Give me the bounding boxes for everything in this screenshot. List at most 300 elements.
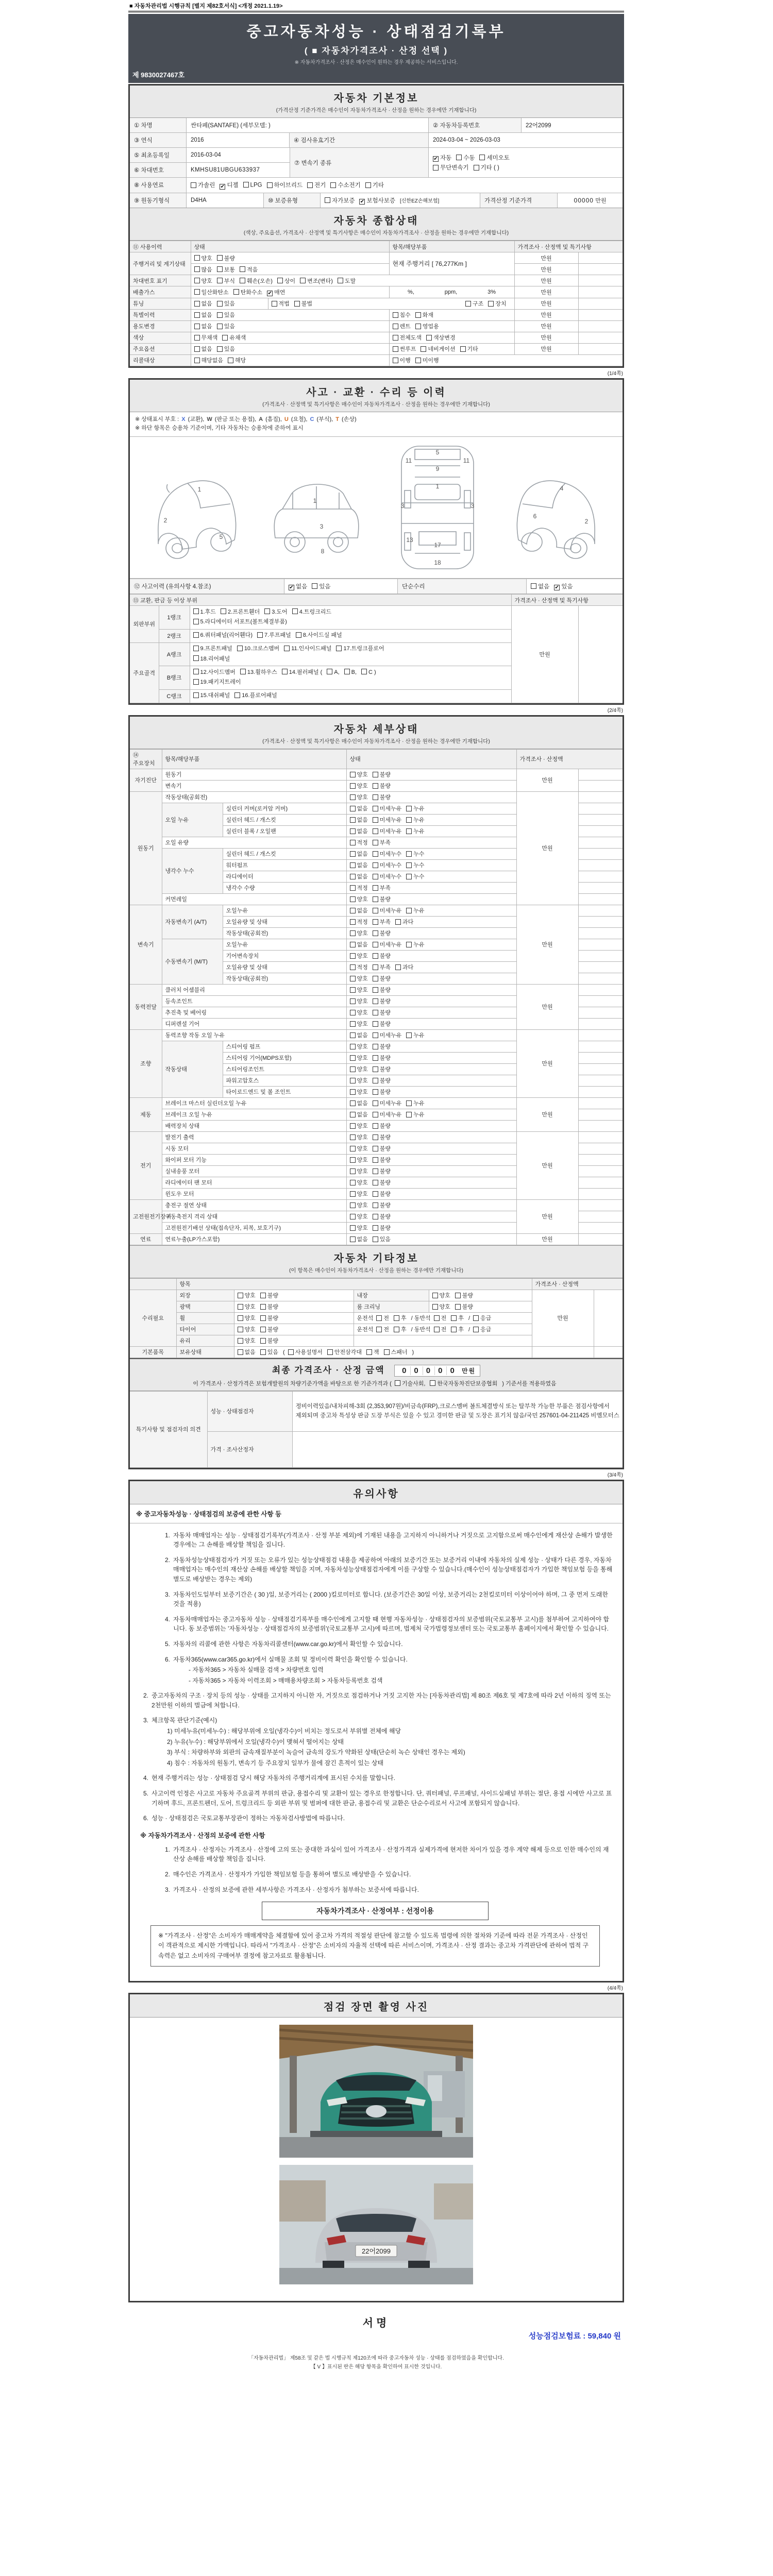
checkbox[interactable] bbox=[373, 1134, 378, 1140]
checkbox[interactable] bbox=[373, 1100, 378, 1106]
option: 이행 bbox=[393, 358, 411, 364]
checkbox[interactable] bbox=[350, 930, 356, 936]
checkbox[interactable] bbox=[350, 1146, 356, 1151]
device-subgroup: 오일 누유 bbox=[162, 803, 223, 837]
checkbox[interactable] bbox=[294, 301, 300, 307]
checkbox[interactable] bbox=[217, 266, 223, 272]
checkbox[interactable] bbox=[350, 908, 356, 913]
checkbox[interactable] bbox=[455, 1304, 461, 1310]
checkbox[interactable] bbox=[373, 1180, 378, 1185]
checkbox[interactable] bbox=[193, 692, 199, 698]
checkbox[interactable] bbox=[238, 1338, 243, 1344]
checkbox[interactable] bbox=[194, 358, 200, 363]
checkbox[interactable] bbox=[194, 301, 200, 307]
device-state bbox=[346, 905, 516, 916]
checkbox[interactable] bbox=[240, 278, 245, 283]
section-detail bbox=[128, 715, 624, 1469]
checkbox[interactable] bbox=[432, 1304, 438, 1310]
option: 양호 bbox=[238, 1315, 256, 1321]
checkbox[interactable] bbox=[373, 1236, 378, 1242]
checkbox[interactable] bbox=[257, 632, 263, 638]
option: 없음 bbox=[531, 582, 549, 590]
checkbox[interactable] bbox=[238, 1349, 243, 1355]
checkbox[interactable] bbox=[376, 1327, 382, 1332]
checkbox-checked[interactable]: ✔ bbox=[433, 156, 438, 162]
checkbox-checked[interactable]: ✔ bbox=[267, 291, 272, 296]
option: 미세누수 bbox=[373, 851, 402, 857]
checkbox[interactable] bbox=[272, 301, 277, 307]
checkbox[interactable] bbox=[234, 692, 240, 698]
checkbox[interactable] bbox=[373, 1214, 378, 1219]
fuel-options bbox=[187, 178, 623, 193]
checkbox[interactable] bbox=[350, 806, 356, 811]
checkbox[interactable] bbox=[373, 885, 378, 891]
option: 누유 bbox=[406, 908, 424, 914]
checkbox[interactable] bbox=[395, 1380, 400, 1386]
checkbox[interactable] bbox=[415, 358, 421, 363]
checkbox[interactable] bbox=[217, 324, 223, 329]
option: 누유 bbox=[406, 1112, 424, 1118]
device-state bbox=[346, 1154, 516, 1165]
checkbox[interactable] bbox=[373, 874, 378, 879]
checkbox[interactable] bbox=[373, 1010, 378, 1015]
checkbox[interactable] bbox=[384, 1349, 390, 1355]
checkbox[interactable] bbox=[451, 1327, 457, 1332]
checkbox[interactable] bbox=[350, 1010, 356, 1015]
checkbox[interactable] bbox=[488, 301, 494, 307]
checkbox[interactable] bbox=[350, 862, 356, 868]
panel-number-label: 4 bbox=[560, 484, 563, 492]
checkbox[interactable] bbox=[350, 1202, 356, 1208]
checkbox[interactable] bbox=[194, 335, 200, 341]
option: 탄화수소 bbox=[233, 290, 263, 296]
option: 7.루프패널 bbox=[257, 632, 291, 638]
checkbox[interactable] bbox=[426, 335, 432, 341]
checkbox[interactable] bbox=[194, 289, 200, 295]
checkbox[interactable] bbox=[312, 583, 317, 589]
checkbox[interactable] bbox=[194, 324, 200, 329]
option: 불량 bbox=[455, 1293, 473, 1299]
device-state bbox=[346, 1075, 516, 1086]
checkbox[interactable] bbox=[193, 646, 199, 651]
panel-number-label: 2 bbox=[584, 517, 588, 525]
checkbox[interactable] bbox=[531, 583, 536, 589]
checkbox[interactable] bbox=[373, 953, 378, 959]
checkbox[interactable] bbox=[350, 1112, 356, 1117]
note-cell bbox=[578, 882, 623, 893]
checkbox[interactable] bbox=[406, 806, 412, 811]
checkbox[interactable] bbox=[434, 1315, 440, 1321]
checkbox[interactable] bbox=[350, 1066, 356, 1072]
option: 양호 bbox=[350, 930, 368, 937]
checkbox[interactable] bbox=[394, 1315, 399, 1321]
checkbox[interactable] bbox=[373, 964, 378, 970]
checkbox[interactable] bbox=[260, 1315, 266, 1321]
checkbox-checked[interactable]: ✔ bbox=[360, 199, 365, 205]
checkbox[interactable] bbox=[350, 1032, 356, 1038]
checkbox[interactable] bbox=[406, 1112, 412, 1117]
checkbox[interactable] bbox=[240, 266, 245, 272]
checkbox[interactable] bbox=[193, 619, 199, 624]
transmission-options bbox=[429, 148, 623, 177]
option: 양호 bbox=[350, 1225, 368, 1231]
checkbox[interactable] bbox=[406, 828, 412, 834]
checkbox[interactable] bbox=[336, 646, 342, 651]
checkbox[interactable] bbox=[350, 1055, 356, 1061]
device-group: 자기진단 bbox=[130, 769, 162, 791]
checkbox[interactable] bbox=[415, 312, 421, 318]
notice-band-2: ※ 자동차가격조사 · 산정의 보증에 관한 사항 bbox=[140, 1832, 265, 1839]
option: 스패너 bbox=[384, 1349, 408, 1355]
checkbox-checked[interactable]: ✔ bbox=[289, 585, 294, 591]
checkbox[interactable] bbox=[406, 1100, 412, 1106]
checkbox[interactable] bbox=[365, 182, 371, 188]
checkbox[interactable] bbox=[373, 1123, 378, 1129]
checkbox[interactable] bbox=[260, 1293, 266, 1298]
checkbox[interactable] bbox=[350, 1021, 356, 1027]
note-cell bbox=[578, 1063, 623, 1075]
option: ✔ 없음 bbox=[289, 583, 308, 591]
device-state bbox=[346, 1177, 516, 1188]
checkbox[interactable] bbox=[373, 828, 378, 834]
option: 누유 bbox=[406, 806, 424, 812]
note-cell bbox=[578, 1029, 623, 1041]
checkbox[interactable] bbox=[395, 964, 401, 970]
note-cell bbox=[578, 927, 623, 939]
checkbox[interactable] bbox=[194, 255, 200, 261]
checkbox[interactable] bbox=[296, 632, 301, 638]
checkbox[interactable] bbox=[307, 182, 313, 188]
checkbox[interactable] bbox=[350, 874, 356, 879]
device-subgroup: 자동변속기 (A/T) bbox=[162, 905, 223, 939]
checkbox[interactable] bbox=[373, 783, 378, 789]
checkbox-checked[interactable]: ✔ bbox=[554, 585, 559, 591]
notice-item: 3. 자동차인도일부터 보증기간은 ( 30 )일, 보증거리는 ( 2000 )킬로미터로 합니다. (보증기간은 30일 이상, 보증거리는 2천킬로미터 이상이어야 하며, 그 중 먼저 도래한 것을 적용) bbox=[164, 1590, 608, 1608]
checkbox[interactable] bbox=[217, 255, 223, 261]
checkbox[interactable] bbox=[191, 182, 196, 188]
option: 양호 bbox=[350, 1123, 368, 1129]
checkbox[interactable] bbox=[282, 669, 288, 674]
note-cell bbox=[578, 1109, 623, 1120]
checkbox[interactable] bbox=[373, 896, 378, 902]
checkbox[interactable] bbox=[373, 817, 378, 823]
checkbox[interactable] bbox=[479, 155, 485, 160]
checkbox[interactable] bbox=[237, 646, 243, 651]
rank-1-label: 1랭크 bbox=[159, 606, 190, 630]
checkbox[interactable] bbox=[373, 908, 378, 913]
checkbox[interactable] bbox=[406, 1032, 412, 1038]
etc-table: 항목 가격조사 · 산정액 수리필요 외장 양호 불량 내장 양호 불량 만원 광택 양호 불량 룸 크리닝 양호 불량 휠 양호 불량 운전석 전 후 / 동반석 전 후 / 응급 타이어 양호 불량 운전석 전 후 / 동반석 전 후 / 응급 유리 양호 불량 기본품목 보유상태 없음 있음 ( 사용설명서 안전삼각대 잭 스패너 ) bbox=[130, 1278, 623, 1358]
option: 불량 bbox=[373, 1180, 391, 1186]
checkbox[interactable] bbox=[473, 1315, 479, 1321]
panel-number-label: 11 bbox=[463, 456, 469, 464]
checkbox[interactable] bbox=[350, 772, 356, 777]
notice-items-warranty bbox=[159, 1531, 613, 1686]
checkbox[interactable] bbox=[465, 301, 471, 307]
checkbox[interactable] bbox=[350, 840, 356, 845]
checkbox[interactable] bbox=[394, 1327, 399, 1332]
note-cell bbox=[578, 1188, 623, 1199]
checkbox[interactable] bbox=[350, 1157, 356, 1163]
option: 응급 bbox=[473, 1315, 491, 1321]
option: 있음 bbox=[373, 1236, 391, 1243]
checkbox[interactable] bbox=[277, 278, 283, 283]
checkbox[interactable] bbox=[260, 1327, 266, 1332]
checkbox[interactable] bbox=[350, 1191, 356, 1197]
checkbox[interactable] bbox=[350, 1123, 356, 1129]
checkbox[interactable] bbox=[474, 165, 479, 171]
checkbox[interactable] bbox=[350, 1078, 356, 1083]
option: 안전삼각대 bbox=[327, 1349, 362, 1355]
checkbox[interactable] bbox=[350, 1089, 356, 1095]
device-item: 파워고압호스 bbox=[223, 1075, 346, 1086]
checkbox[interactable] bbox=[455, 1293, 461, 1298]
checkbox[interactable] bbox=[350, 942, 356, 947]
checkbox[interactable] bbox=[338, 278, 343, 283]
checkbox[interactable] bbox=[373, 1066, 378, 1072]
option: 후 bbox=[394, 1327, 407, 1333]
checkbox[interactable] bbox=[350, 794, 356, 800]
checkbox[interactable] bbox=[373, 1225, 378, 1231]
checkbox[interactable] bbox=[433, 165, 439, 171]
checkbox[interactable] bbox=[393, 358, 398, 363]
checkbox[interactable] bbox=[373, 998, 378, 1004]
checkbox[interactable] bbox=[222, 335, 228, 341]
checkbox[interactable] bbox=[194, 278, 200, 283]
checkbox[interactable] bbox=[350, 896, 356, 902]
checkbox[interactable] bbox=[373, 1032, 378, 1038]
option: 불량 bbox=[260, 1327, 278, 1333]
checkbox[interactable] bbox=[260, 1304, 266, 1310]
checkbox[interactable] bbox=[238, 1327, 243, 1332]
checkbox[interactable] bbox=[373, 919, 378, 925]
checkbox[interactable] bbox=[430, 1380, 435, 1386]
checkbox[interactable] bbox=[350, 851, 356, 857]
checkbox[interactable] bbox=[292, 608, 298, 614]
checkbox[interactable] bbox=[373, 794, 378, 800]
device-state bbox=[346, 882, 516, 893]
checkbox[interactable] bbox=[373, 930, 378, 936]
option: 14.필러패널 ( bbox=[282, 669, 323, 675]
checkbox[interactable] bbox=[350, 1044, 356, 1049]
checkbox[interactable] bbox=[393, 312, 398, 318]
checkbox[interactable] bbox=[350, 998, 356, 1004]
checkbox[interactable] bbox=[373, 1021, 378, 1027]
checkbox[interactable] bbox=[406, 851, 412, 857]
checkbox[interactable] bbox=[194, 266, 200, 272]
footer-note-1: 「자동차관리법」 제58조 및 같은 법 시행규칙 제120조에 따라 중고자동차 성능 · 상태를 점검하였음을 확인합니다. bbox=[248, 2355, 504, 2361]
checkbox[interactable] bbox=[434, 1327, 440, 1332]
option: 수소전기 bbox=[330, 181, 360, 189]
checkbox[interactable] bbox=[395, 919, 401, 925]
checkbox[interactable] bbox=[373, 840, 378, 845]
checkbox[interactable] bbox=[217, 312, 223, 318]
checkbox[interactable] bbox=[350, 885, 356, 891]
device-state bbox=[346, 871, 516, 882]
checkbox[interactable] bbox=[406, 942, 412, 947]
checkbox[interactable] bbox=[238, 1293, 243, 1298]
checkbox[interactable] bbox=[327, 669, 332, 674]
option: 불량 bbox=[373, 998, 391, 1005]
checkbox[interactable] bbox=[193, 679, 199, 685]
checkbox[interactable] bbox=[221, 608, 226, 614]
checkbox[interactable] bbox=[260, 1338, 266, 1344]
checkbox[interactable] bbox=[373, 1089, 378, 1095]
checkbox[interactable] bbox=[451, 1315, 457, 1321]
year-label: ③ 연식 bbox=[130, 133, 187, 147]
device-item: 라디에이터 bbox=[223, 871, 346, 882]
device-state bbox=[346, 1007, 516, 1018]
checkbox[interactable] bbox=[373, 1202, 378, 1208]
state-code-W: W bbox=[207, 416, 212, 422]
checkbox[interactable] bbox=[193, 655, 199, 661]
checkbox[interactable] bbox=[350, 1134, 356, 1140]
checkbox[interactable] bbox=[350, 828, 356, 834]
checkbox[interactable] bbox=[217, 278, 223, 283]
checkbox[interactable] bbox=[373, 1078, 378, 1083]
checkbox[interactable] bbox=[350, 964, 356, 970]
checkbox[interactable] bbox=[393, 324, 398, 329]
option: 없음 bbox=[350, 874, 368, 880]
checkbox[interactable] bbox=[406, 817, 412, 823]
checkbox[interactable] bbox=[406, 874, 412, 879]
panel-number-label: 18 bbox=[433, 558, 441, 566]
option: 양호 bbox=[350, 1010, 368, 1016]
checkbox[interactable] bbox=[350, 817, 356, 823]
checkbox[interactable] bbox=[456, 155, 462, 160]
checkbox[interactable] bbox=[361, 669, 367, 674]
checkbox[interactable] bbox=[350, 783, 356, 789]
checkbox[interactable] bbox=[264, 608, 270, 614]
accident-history-options bbox=[284, 579, 398, 594]
option: 응급 bbox=[473, 1327, 491, 1333]
checkbox[interactable] bbox=[373, 1112, 378, 1117]
checkbox[interactable] bbox=[350, 1225, 356, 1231]
appraisal-select-box[interactable]: 자동차가격조사 · 산정여부 : 선정이용 bbox=[262, 1902, 489, 1920]
checkbox[interactable] bbox=[217, 301, 223, 307]
device-state bbox=[346, 1143, 516, 1154]
notice-item: 6. 성능 · 상태점검은 국토교통부장관이 정하는 자동차검사방법에 따릅니다. bbox=[143, 1815, 345, 1822]
year-value: 2016 bbox=[187, 133, 290, 147]
checkbox[interactable] bbox=[373, 772, 378, 777]
checkbox[interactable] bbox=[344, 669, 350, 674]
checkbox[interactable] bbox=[393, 335, 398, 341]
checkbox[interactable] bbox=[350, 987, 356, 993]
checkbox[interactable] bbox=[373, 1146, 378, 1151]
checkbox[interactable] bbox=[373, 862, 378, 868]
checkbox[interactable] bbox=[350, 1168, 356, 1174]
checkbox[interactable] bbox=[194, 312, 200, 318]
checkbox[interactable] bbox=[350, 976, 356, 981]
checkbox[interactable] bbox=[350, 1100, 356, 1106]
device-group: 변속기 bbox=[130, 905, 162, 984]
checkbox[interactable] bbox=[238, 1304, 243, 1310]
checkbox[interactable] bbox=[373, 987, 378, 993]
checkbox[interactable] bbox=[460, 346, 466, 352]
price-cell: 만원 bbox=[516, 1233, 578, 1245]
checkbox[interactable] bbox=[373, 942, 378, 947]
option: 양호 bbox=[350, 953, 368, 959]
checkbox[interactable] bbox=[194, 346, 200, 352]
checkbox[interactable] bbox=[373, 1168, 378, 1174]
checkbox[interactable] bbox=[373, 1055, 378, 1061]
checkbox[interactable] bbox=[267, 182, 273, 188]
engine-value: D4HA bbox=[187, 193, 264, 208]
checkbox[interactable] bbox=[376, 1315, 382, 1321]
option: 일산화탄소 bbox=[194, 290, 229, 296]
note-cell bbox=[578, 1211, 623, 1222]
checkbox[interactable] bbox=[284, 646, 290, 651]
rank-2-label: 2랭크 bbox=[159, 629, 190, 642]
tuning-label: 튜닝 bbox=[130, 298, 191, 309]
checkbox[interactable] bbox=[243, 182, 249, 188]
checkbox[interactable] bbox=[432, 1293, 438, 1298]
device-state bbox=[346, 859, 516, 871]
checkbox[interactable] bbox=[473, 1327, 479, 1332]
checkbox[interactable] bbox=[406, 908, 412, 913]
notice-band-1: ※ 중고자동차성능 · 상태점검의 보증에 관한 사항 등 bbox=[130, 1504, 623, 1523]
checkbox[interactable] bbox=[228, 358, 233, 363]
checkbox[interactable] bbox=[233, 289, 239, 295]
checkbox[interactable] bbox=[373, 806, 378, 811]
checkbox[interactable] bbox=[238, 1315, 243, 1321]
checkbox[interactable] bbox=[350, 919, 356, 925]
option: 누유 bbox=[406, 1032, 424, 1039]
device-state bbox=[346, 780, 516, 791]
checkbox[interactable] bbox=[193, 608, 199, 614]
checkbox[interactable] bbox=[330, 182, 336, 188]
note-cell bbox=[578, 950, 623, 961]
checkbox[interactable] bbox=[366, 1349, 372, 1355]
checkbox[interactable] bbox=[393, 346, 398, 352]
checkbox[interactable] bbox=[373, 1044, 378, 1049]
checkbox[interactable] bbox=[193, 669, 199, 674]
notice-item: 1. 자동차 매매업자는 성능 · 상태점검기록부(가격조사 · 산정 부분 제외)에 기재된 내용을 고지하지 아니하거나 거짓으로 고지함으로써 매수인에게 재산상 손해가 발생한 경우에는 그 손해를 배상할 책임을 집니다. bbox=[164, 1531, 613, 1549]
checkbox[interactable] bbox=[373, 1191, 378, 1197]
opinion-table bbox=[130, 1391, 623, 1468]
checkbox[interactable] bbox=[350, 1180, 356, 1185]
checkbox[interactable] bbox=[415, 324, 421, 329]
option: 없음 bbox=[194, 301, 212, 307]
option: 18.리어패널 bbox=[193, 656, 230, 662]
checkbox[interactable] bbox=[373, 976, 378, 981]
final-price-value: 0 0 0 0 0 만원 bbox=[394, 1365, 480, 1377]
option: A, bbox=[327, 669, 339, 675]
option: 적정 bbox=[350, 964, 368, 971]
option: 17.트렁크플로어 bbox=[336, 646, 384, 652]
checkbox[interactable] bbox=[325, 197, 330, 203]
option: 불량 bbox=[373, 1214, 391, 1220]
checkbox[interactable] bbox=[350, 1214, 356, 1219]
checkbox[interactable] bbox=[350, 1236, 356, 1242]
checkbox[interactable] bbox=[240, 669, 246, 674]
checkbox[interactable] bbox=[373, 1157, 378, 1163]
detail-table: ⑭ 주요장치 항목/해당부품 상태 가격조사 · 산정액 자기진단 원동기 양호 불량 만원 변속기 양호 불량 원동기 작동상태(공회전) 양호 불량 만원 오일 누유 실린더 커버(로커암 커버) 없음 미세누유 누유 실린더 헤드 / 개스킷 없음 미세누유 누유 실린더 블록 / 오일팬 없음 미세누유 누유 오일 유량 적정 부족 냉각수 누수 실린더 헤드 / 개스킷 없음 미세누수 누수 워터펌프 없음 미세누수 누수 라디에이터 없음 미세누수 누수 냉각수 수량 적정 부족 커먼레일 양호 불량 변속기 자동변속기 (A/T) 오일누유 없음 미세누유 누유 만원 오일유량 및 상태 적정 부족 과다 작동상태(공회전) 양호 불량 수동변속기 (M/T) 오일누유 없음 미세누유 누유 기어변속장치 양호 불량 오일유량 및 상태 적정 부족 과다 작동상태(공회전) 양호 불량 동력전달 클러치 어셈블리 양호 불량 만원 등속조인트 양호 불량 추진축 및 베어링 양호 불량 디퍼렌셜 기어 양호 불량 조향 동력조향 작동 오일 누유 없음 미세누유 누유 만원 작동상태 스티어링 펌프 양호 불량 스티어링 기어(MDPS포함) 양호 불량 스티어링조인트 양호 불량 파워고압호스 양호 불량 타이로드엔드 및 볼 조인트 양호 불량 제동 브레이크 마스터 실린더오일 누유 없음 미세누유 누유 만원 브레이크 오일 누유 없음 미세누유 누유 배력장치 상태 양호 불량 전기 발전기 출력 양호 불량 만원 시동 모터 양호 불량 와이퍼 모터 기능 양호 불량 실내송풍 모터 양호 불량 라디에이터 팬 모터 양호 불량 윈도우 모터 양호 불량 고전원전기장치 충전구 절연 상태 양호 불량 만원 구동축전지 격리 상태 양호 불량 고전원전기배선 상태(접속단자, 피복, 보호기구) 양호 불량 연료 연료누출(LP가스포함) 없음 있음 만원 bbox=[130, 749, 623, 1245]
checkbox[interactable] bbox=[406, 862, 412, 868]
device-item: 오일유량 및 상태 bbox=[223, 961, 346, 973]
checkbox[interactable] bbox=[260, 1349, 266, 1355]
checkbox[interactable] bbox=[300, 278, 306, 283]
checkbox[interactable] bbox=[193, 632, 199, 638]
checkbox[interactable] bbox=[288, 1349, 294, 1355]
checkbox[interactable] bbox=[350, 953, 356, 959]
checkbox-checked[interactable]: ✔ bbox=[220, 183, 225, 190]
checkbox[interactable] bbox=[421, 346, 426, 352]
car-name-value: 싼타페(SANTAFE) (세부모델: ) bbox=[187, 118, 429, 132]
checkbox[interactable] bbox=[217, 346, 223, 352]
checkbox[interactable] bbox=[327, 1349, 333, 1355]
checkbox[interactable] bbox=[373, 851, 378, 857]
